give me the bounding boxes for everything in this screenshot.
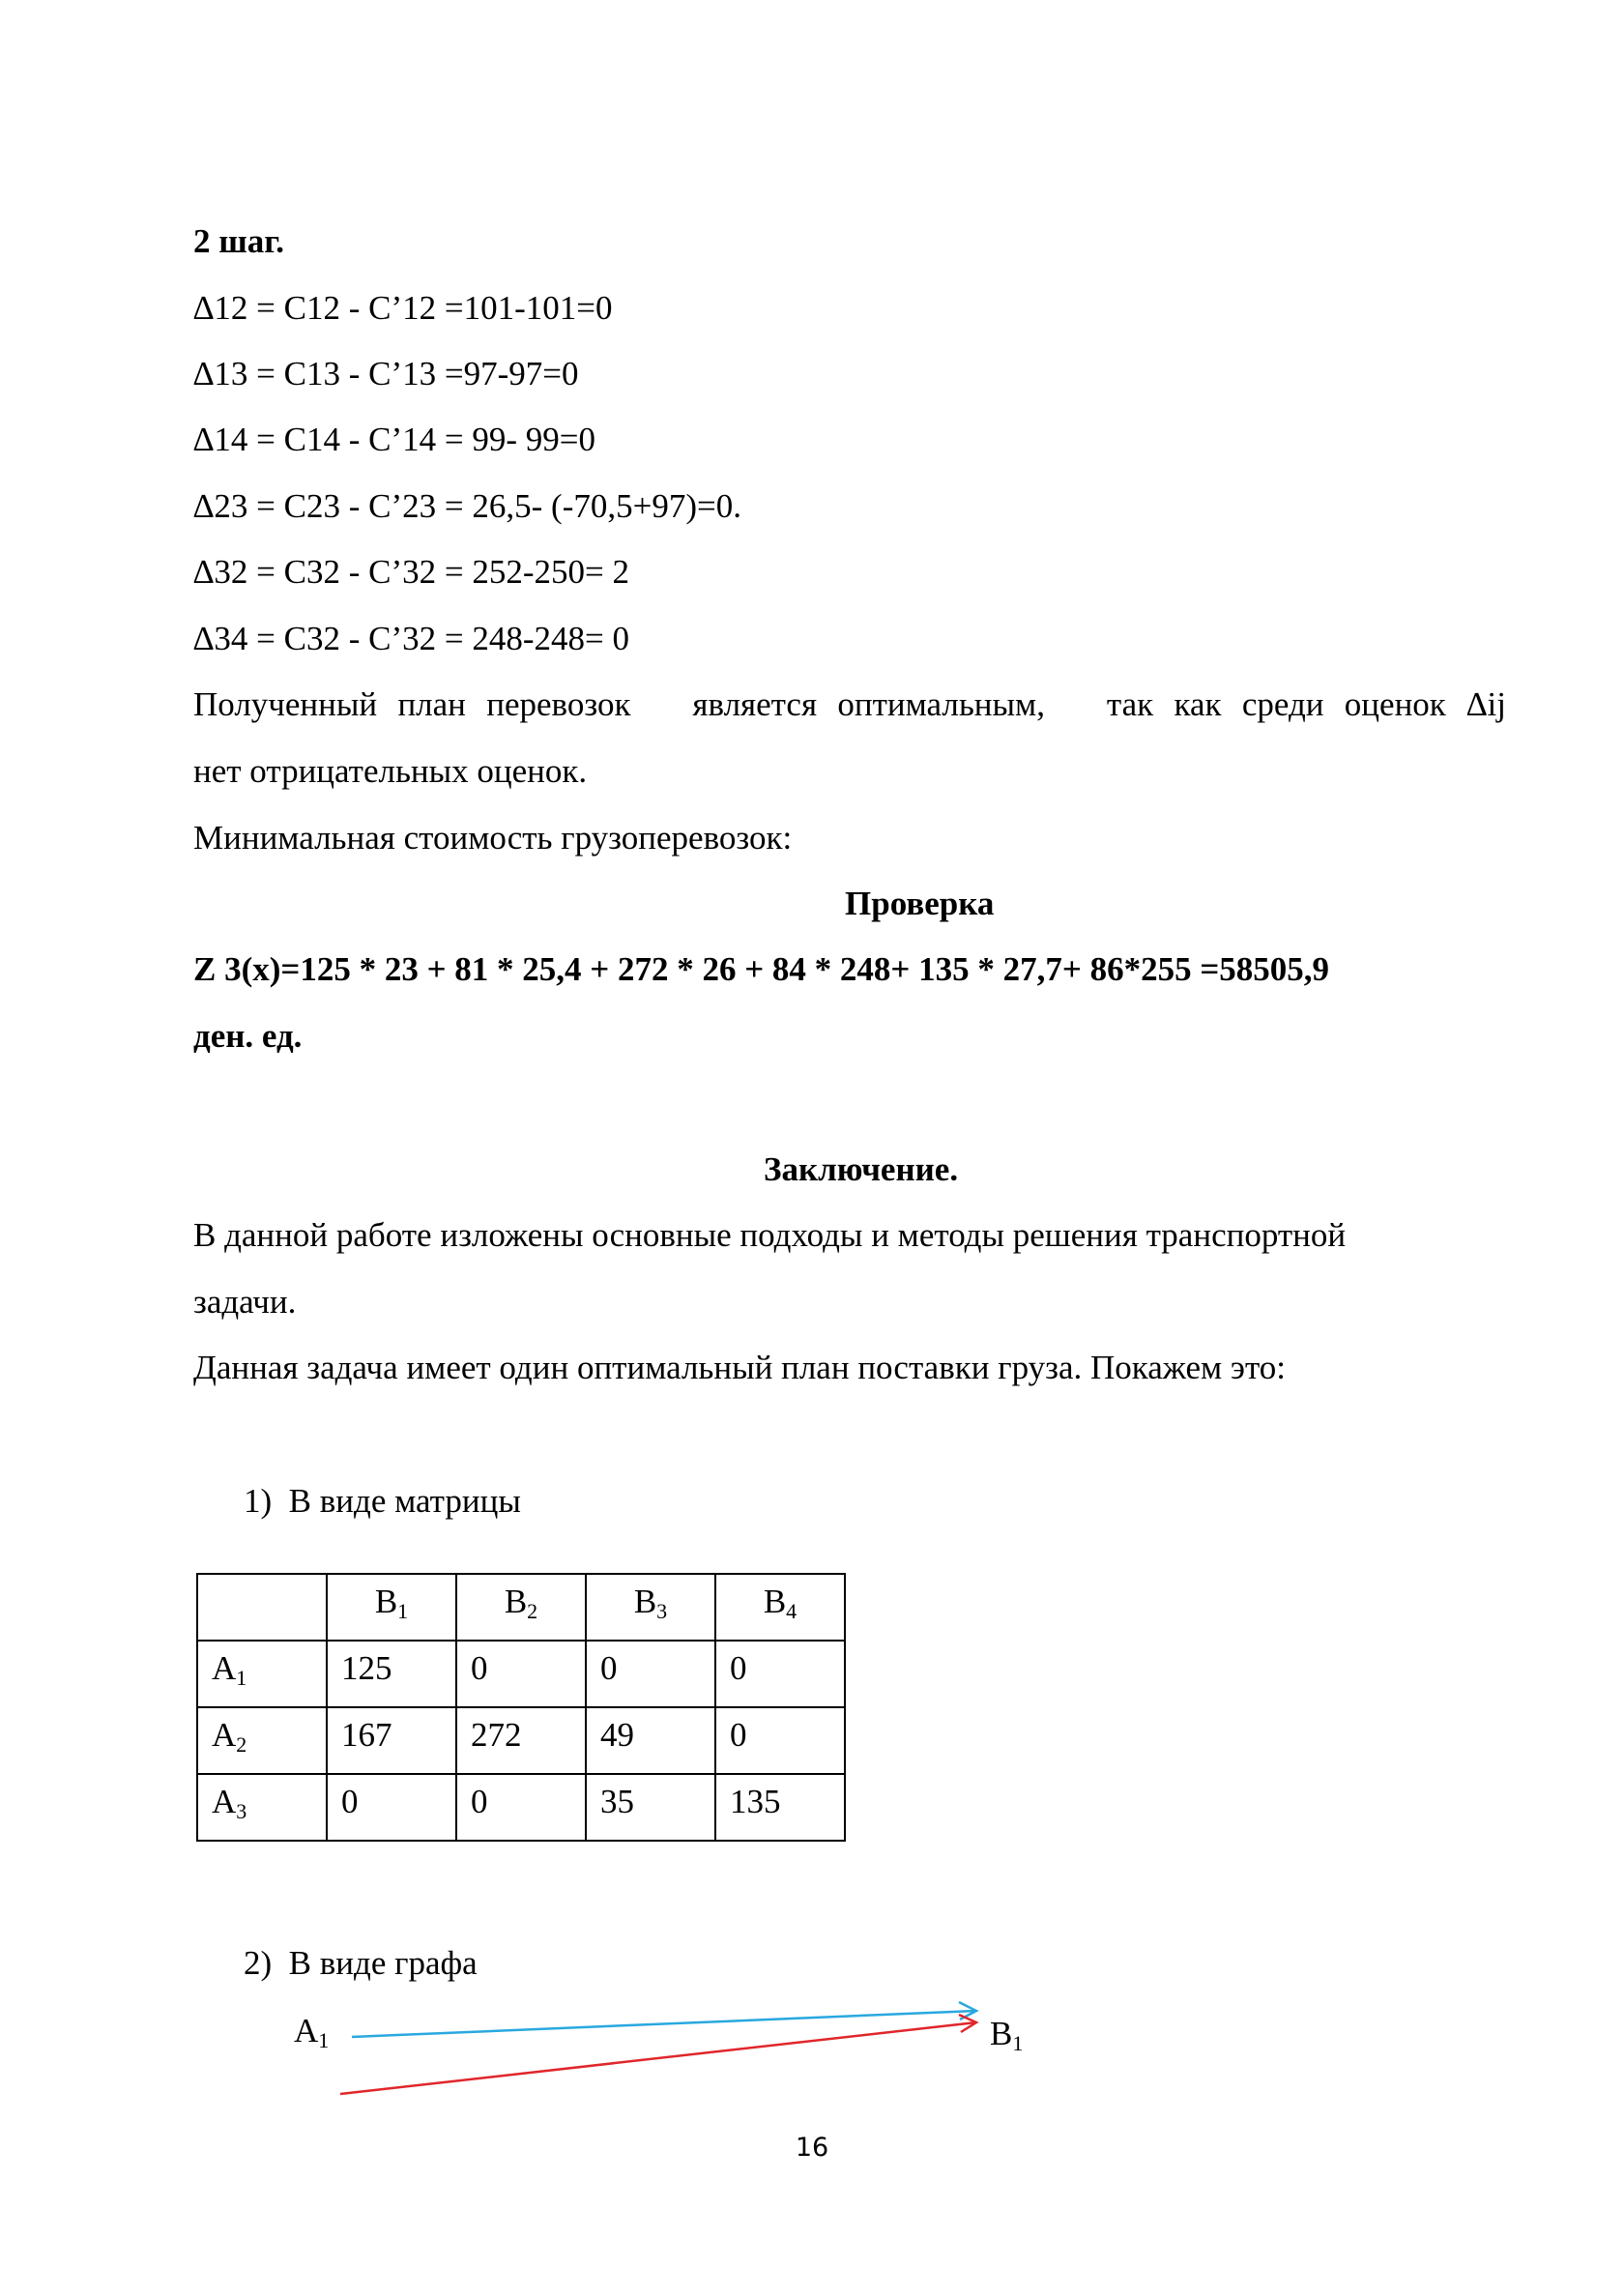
edge-a1-b1-blue [352, 2002, 976, 2037]
delta-14: ∆14 = C14 - C’14 = 99- 99=0 [193, 421, 596, 458]
final-para2: Данная задача имеет один оптимальный план поставки груза. Покажем это: [193, 1349, 1286, 1386]
column-header-b1: $B_1$ [327, 1574, 456, 1641]
table-cell: 0 [715, 1641, 845, 1707]
row-header-a1: $A_1$ [197, 1641, 327, 1707]
graph-node-a1: $A_1$ [294, 2012, 330, 2052]
table-cell: 272 [456, 1707, 586, 1774]
final-heading: Заключение. [764, 1150, 959, 1188]
delta-32: ∆32 = C32 - C’32 = 252-250= 2 [193, 553, 630, 591]
min-cost-label: Минимальная стоимость грузоперевозок: [193, 819, 793, 857]
table-cell: 167 [327, 1707, 456, 1774]
final-para1-line-2: задачи. [193, 1283, 297, 1321]
column-header-b4: $B_4$ [715, 1574, 845, 1641]
formula-line-2: ден. ед. [193, 1017, 303, 1055]
table-cell: 0 [327, 1774, 456, 1841]
edge-red [340, 2015, 976, 2094]
delta-23: ∆23 = C23 - C’23 = 26,5- (-70,5+97)=0. [193, 487, 741, 525]
list-item-matrix: 1) В виде матрицы [244, 1482, 521, 1520]
delta-12: ∆12 = C12 - C’12 =101-101=0 [193, 289, 613, 327]
column-header-b3: $B_3$ [586, 1574, 715, 1641]
table-cell: 125 [327, 1641, 456, 1707]
step-heading: 2 шаг. [193, 222, 284, 260]
delta-13: ∆13 = C13 - C’13 =97-97=0 [193, 355, 579, 392]
delta-34: ∆34 = C32 - C’32 = 248-248= 0 [193, 620, 630, 657]
table-cell: 0 [586, 1641, 715, 1707]
column-header-b2: $B_2$ [456, 1574, 586, 1641]
table-cell: 135 [715, 1774, 845, 1841]
conclusion-line-1: Полученный план перевозок является оптимальным, так как среди оценок ∆ij [193, 685, 1506, 723]
table-cell: 49 [586, 1707, 715, 1774]
row-header-a3: $A_3$ [197, 1774, 327, 1841]
formula-line-1: Z 3(x)=125 * 23 + 81 * 25,4 + 272 * 26 + 84 * 248+ 135 * 27,7+ 86*255 =58505,9 [193, 950, 1330, 988]
check-heading: Проверка [845, 885, 995, 922]
page-number: 16 [795, 2133, 829, 2163]
list-item-graph: 2) В виде графа [244, 1944, 478, 1982]
table-cell: 0 [456, 1641, 586, 1707]
table-cell: 35 [586, 1774, 715, 1841]
graph-node-b1: $B_1$ [990, 2015, 1024, 2055]
table-cell: 0 [456, 1774, 586, 1841]
table-cell: 0 [715, 1707, 845, 1774]
row-header-a2: $A_2$ [197, 1707, 327, 1774]
conclusion-line-2: нет отрицательных оценок. [193, 752, 588, 790]
final-para1-line-1: В данной работе изложены основные подходы и методы решения транспортной [193, 1216, 1347, 1254]
